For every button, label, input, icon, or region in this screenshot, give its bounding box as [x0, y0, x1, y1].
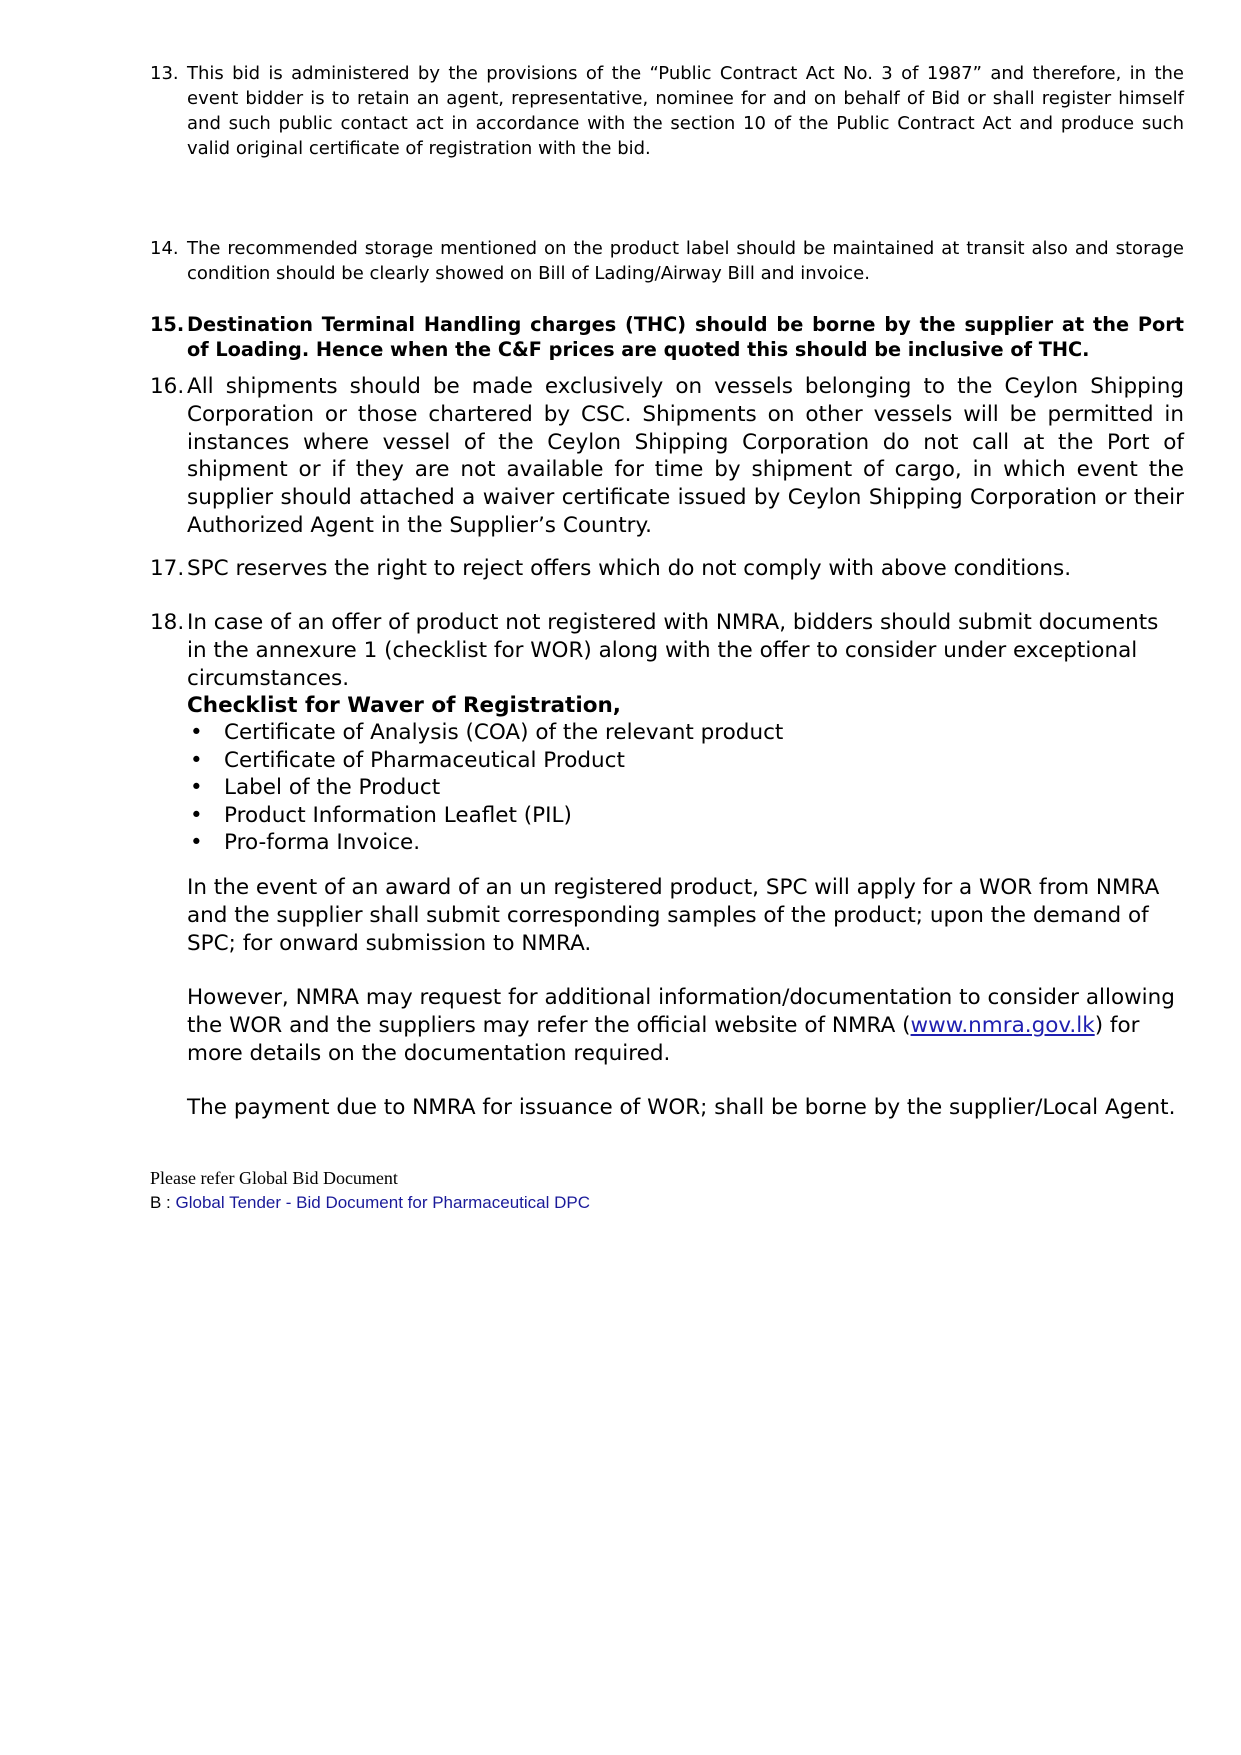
clause-16 [150, 373, 1184, 540]
clause-17 [150, 555, 1184, 583]
clause-text: SPC reserves the right to reject offers which do not comply with above conditions. [187, 556, 1072, 581]
clause-number: 18. [150, 610, 185, 635]
clause-number: 14. [150, 238, 179, 259]
clause-14 [150, 236, 1184, 286]
award-paragraph: In the event of an award of an un registered product, SPC will apply for a WOR from NMRA and the supplier shall submit corresponding samples of the product; upon the demand of SPC; for onward submission to NMRA. [187, 875, 1160, 956]
list-item-text: Pro-forma Invoice. [224, 830, 421, 856]
clause-number: 15. [150, 313, 185, 336]
footer-refer: Please refer Global Bid Document [150, 1168, 398, 1188]
clause-18 [150, 609, 1184, 692]
footer-b-prefix: B : [150, 1193, 176, 1212]
clause-text: All shipments should be made exclusively on vessels belonging to the Ceylon Shipping Corporation or those chartered by CSC. Shipments on other vessels will be permitted in instances where vessel of the Ceylon Shipping Corporation do not call at the Port of shipment or if they are not available for time by shipment of cargo, in which event the supplier should attached a waiver certificate issued by Ceylon Shipping Corporation or their Authorized Agent in the Supplier’s Country. [187, 374, 1184, 538]
list-item [187, 829, 783, 857]
clause-number: 17. [150, 556, 185, 581]
clause-number: 16. [150, 374, 185, 399]
clause-text: This bid is administered by the provisions of the “Public Contract Act No. 3 of 1987” and therefore, in the event bidder is to retain an agent, representative, nominee for and on behalf of Bid or shall register himself and such public contact act in accordance with the section 10 of the Public Contract Act and produce such valid original certificate of registration with the bid. [187, 63, 1184, 159]
list-item-text: Certificate of Pharmaceutical Product [224, 747, 625, 773]
nmra-paragraph [187, 984, 1187, 1067]
list-item [187, 802, 783, 830]
footer-bid-document [150, 1192, 590, 1213]
nmra-text-after: ) for more details on the documentation required. [187, 1012, 1140, 1066]
clause-text: In case of an offer of product not registered with NMRA, bidders should submit documents in the annexure 1 (checklist for WOR) along with the offer to consider under exceptional circumstances. [187, 610, 1159, 691]
list-item [187, 747, 783, 775]
list-item [187, 774, 783, 802]
clause-15 [150, 312, 1184, 362]
bullet: • [190, 775, 203, 801]
checklist [187, 719, 783, 857]
clause-text: Destination Terminal Handling charges (THC) should be borne by the supplier at the Port of Loading. Hence when the C&F prices are quoted this should be inclusive of THC. [187, 313, 1184, 361]
list-item-text: Label of the Product [224, 775, 441, 801]
list-item-text: Product Information Leaflet (PIL) [224, 802, 572, 828]
bullet: • [190, 830, 203, 856]
bullet: • [190, 747, 203, 773]
clause-13 [150, 61, 1184, 161]
list-item [187, 719, 783, 747]
footer-b-title: Global Tender - Bid Document for Pharmaceutical DPC [175, 1193, 590, 1212]
clause-text: The recommended storage mentioned on the product label should be maintained at transit also and storage condition should be clearly showed on Bill of Lading/Airway Bill and invoice. [187, 238, 1184, 284]
bullet: • [190, 802, 203, 828]
nmra-text-before: However, NMRA may request for additional information/documentation to consider allowing the WOR and the suppliers may refer the official website of NMRA ( [187, 985, 1175, 1038]
nmra-website-link[interactable]: www.nmra.gov.lk [910, 1012, 1095, 1038]
payment-paragraph: The payment due to NMRA for issuance of WOR; shall be borne by the supplier/Local Agent. [187, 1095, 1176, 1120]
clause-number: 13. [150, 63, 179, 84]
bullet: • [190, 720, 203, 745]
checklist-title: Checklist for Waver of Registration, [187, 693, 621, 718]
list-item-text: Certificate of Analysis (COA) of the relevant product [224, 720, 784, 745]
